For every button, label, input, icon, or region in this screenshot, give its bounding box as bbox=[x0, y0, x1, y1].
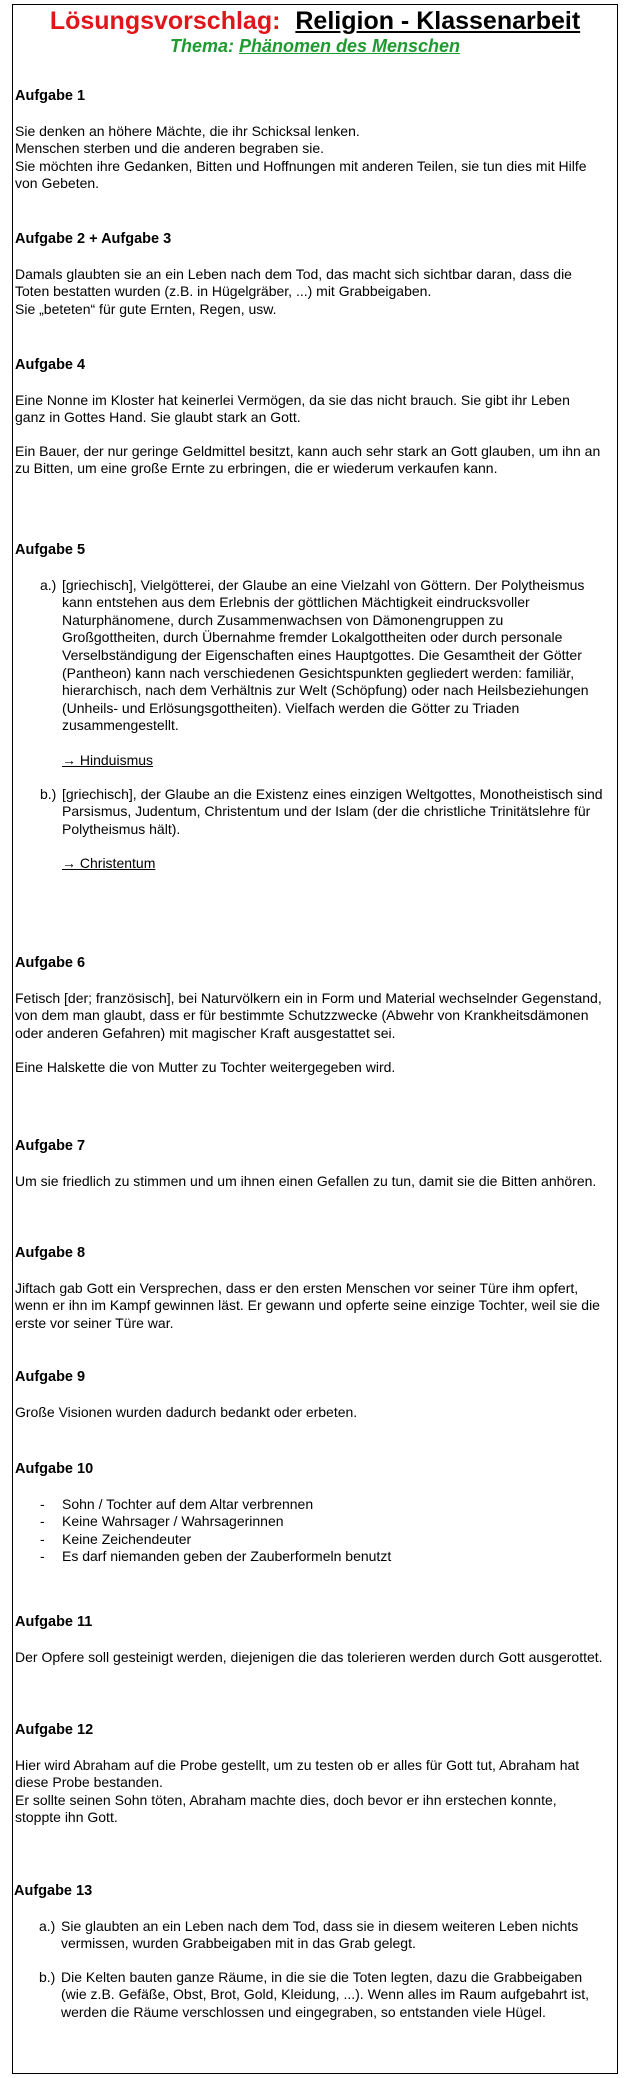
task-7 bbox=[15, 1138, 603, 1190]
answer-christentum: → Christentum bbox=[62, 855, 156, 872]
task-5-item-a bbox=[15, 577, 603, 735]
page-title bbox=[13, 7, 617, 36]
task-heading: Aufgabe 6 bbox=[15, 955, 86, 971]
task-paragraph: Jiftach gab Gott ein Versprechen, dass er den ersten Menschen vor seiner Türe ihm opfert, wenn er ihn im Kampf gewinnen läst. Er gewann und opferte seine einzige Tochter, weil sie die erste vor seiner Türe war. bbox=[15, 1279, 600, 1331]
task-heading: Aufgabe 12 bbox=[15, 1722, 94, 1738]
task-heading: Aufgabe 10 bbox=[15, 1461, 94, 1477]
task-paragraph: Ein Bauer, der nur geringe Geldmittel besitzt, kann auch sehr stark an Gott glauben, um ihn an zu Bitten, um eine große Ernte zu erbringen, die er wiederum verkaufen kann. bbox=[15, 442, 601, 477]
task-10 bbox=[15, 1461, 603, 1566]
list-item bbox=[15, 1531, 603, 1549]
item-text: [griechisch], der Glaube an die Existenz eines einzigen Weltgottes, Monotheistisch sind Parsismus, Judentum, Christentum und der Islam (der die christliche Trinitätslehre für Polytheismus hält). bbox=[62, 785, 603, 837]
task-line: Sie „beteten“ für gute Ernten, Regen, usw. bbox=[15, 300, 277, 317]
item-text: Keine Zeichendeuter bbox=[62, 1530, 192, 1547]
task-heading: Aufgabe 11 bbox=[15, 1614, 93, 1630]
title-label: Lösungsvorschlag: bbox=[49, 7, 281, 35]
list-marker: b.) bbox=[40, 785, 57, 802]
task-line: Menschen sterben und die anderen begraben sie. bbox=[15, 140, 324, 157]
title-subject: Religion - Klassenarbeit bbox=[295, 7, 581, 35]
list-marker: b.) bbox=[39, 1968, 56, 1985]
item-text: Sie glaubten an ein Leben nach dem Tod, dass sie in diesem weiteren Leben nichts vermissen, wurden Grabbeigaben mit in das Grab gelegt. bbox=[61, 1917, 579, 1952]
task-9 bbox=[15, 1369, 603, 1421]
task-paragraph: Der Opfere soll gesteinigt werden, diejenigen die das tolerieren werden durch Gott ausgerottet. bbox=[15, 1648, 603, 1665]
task-13-item-b bbox=[14, 1969, 602, 2022]
dash-marker: - bbox=[40, 1548, 45, 1565]
task-line: Damals glaubten sie an ein Leben nach dem Tod, das macht sich sichtbar daran, dass die Toten bestatten wurden (z.B. in Hügelgräber, ...) mit Grabbeigaben. bbox=[15, 265, 572, 300]
task-heading: Aufgabe 5 bbox=[15, 542, 86, 558]
task-5-item-b bbox=[15, 786, 603, 839]
task-line: Sie möchten ihre Gedanken, Bitten und Hoffnungen mit anderen Teilen, sie tun dies mit Hilfe von Gebeten. bbox=[15, 157, 587, 192]
task-paragraph: Eine Halskette die von Mutter zu Tochter weitergegeben wird. bbox=[15, 1059, 396, 1076]
task-line: Sie denken an höhere Mächte, die ihr Schicksal lenken. bbox=[15, 122, 360, 139]
task-heading: Aufgabe 4 bbox=[15, 357, 86, 373]
task-12 bbox=[15, 1722, 603, 1827]
page-header bbox=[13, 7, 617, 57]
task-5 bbox=[15, 542, 603, 873]
item-text: [griechisch], Vielgötterei, der Glaube an eine Vielzahl von Göttern. Der Polytheismus kann entstehen aus dem Erlebnis der göttlichen Mächtigkeit eindrucksvoller Naturphänomene, durch Zusammenwachsen von Dämonengruppen zu Großgottheiten, durch Übernahme fremder Lokalgottheiten oder durch personale Verselbständigung der Eigenschaften eines Hauptgottes. Die Gesamtheit der Götter (Pantheon) kann nach verschiedenen Gesichtspunkten gegliedert werden: familiär, hierarchisch, nach dem Verhältnis zur Welt (Schöpfung) oder nach Heilsbeziehungen (Unheils- und Erlösungsgottheiten). Vielfach werden die Götter zu Triaden zusammengestellt. bbox=[62, 576, 589, 734]
list-item bbox=[15, 1513, 603, 1531]
page-theme bbox=[13, 36, 617, 57]
item-text: Keine Wahrsager / Wahrsagerinnen bbox=[62, 1513, 284, 1530]
item-text: Die Kelten bauten ganze Räume, in die sie die Toten legten, dazu die Grabbeigaben (wie z.B. Gefäße, Obst, Brot, Gold, Kleidung, ...). Wenn alles im Raum aufgebahrt ist, werden die Räume verschlossen und eingegraben, so entstanden viele Hügel. bbox=[61, 1968, 590, 2020]
list-marker: a.) bbox=[39, 1917, 56, 1934]
theme-prefix: Thema: bbox=[169, 36, 234, 56]
list-marker: a.) bbox=[40, 576, 57, 593]
task-8 bbox=[15, 1245, 603, 1332]
dash-marker: - bbox=[40, 1495, 45, 1512]
task-paragraph: Fetisch [der; französisch], bei Naturvölkern ein in Form und Material wechselnder Gegenstand, von dem man glaubt, dass er für bestimmte Schutzzwecke (Abwehr von Krankheitsdämonen oder anderen Gefahren) mit magischer Kraft ausgestattet sei. bbox=[15, 989, 602, 1041]
dash-marker: - bbox=[40, 1530, 45, 1547]
task-paragraph: Um sie friedlich zu stimmen und um ihnen einen Gefallen zu tun, damit sie die Bitten anhören. bbox=[15, 1172, 597, 1189]
task-heading: Aufgabe 13 bbox=[14, 1883, 93, 1899]
dash-marker: - bbox=[40, 1513, 45, 1530]
task-13-item-a bbox=[14, 1918, 602, 1953]
task-heading: Aufgabe 1 bbox=[15, 88, 86, 104]
task-2-3 bbox=[15, 231, 603, 318]
theme-text: Phänomen des Menschen bbox=[238, 36, 461, 56]
task-heading: Aufgabe 2 + Aufgabe 3 bbox=[15, 231, 172, 247]
task-11 bbox=[15, 1614, 603, 1666]
list-item bbox=[15, 1548, 603, 1566]
task-line: Hier wird Abraham auf die Probe gestellt, um zu testen ob er alles für Gott tut, Abraham hat diese Probe bestanden. bbox=[15, 1756, 580, 1791]
task-4 bbox=[15, 357, 603, 478]
task-heading: Aufgabe 7 bbox=[15, 1138, 86, 1154]
item-text: Sohn / Tochter auf dem Altar verbrennen bbox=[62, 1495, 314, 1512]
task-6 bbox=[15, 955, 603, 1077]
task-13 bbox=[14, 1883, 602, 2022]
task-1 bbox=[15, 88, 603, 193]
task-paragraph: Eine Nonne im Kloster hat keinerlei Vermögen, da sie das nicht brauch. Sie gibt ihr Leben ganz in Gottes Hand. Sie glaubt stark an Gott. bbox=[15, 391, 570, 426]
task-heading: Aufgabe 8 bbox=[15, 1245, 86, 1261]
list-item bbox=[15, 1496, 603, 1514]
task-line: Er sollte seinen Sohn töten, Abraham machte dies, doch bevor er ihn erstechen konnte, stoppte ihn Gott. bbox=[15, 1791, 557, 1826]
answer-hinduismus: → Hinduismus bbox=[62, 751, 154, 768]
task-paragraph: Große Visionen wurden dadurch bedankt oder erbeten. bbox=[15, 1403, 358, 1420]
item-text: Es darf niemanden geben der Zauberformeln benutzt bbox=[62, 1548, 392, 1565]
task-heading: Aufgabe 9 bbox=[15, 1369, 86, 1385]
